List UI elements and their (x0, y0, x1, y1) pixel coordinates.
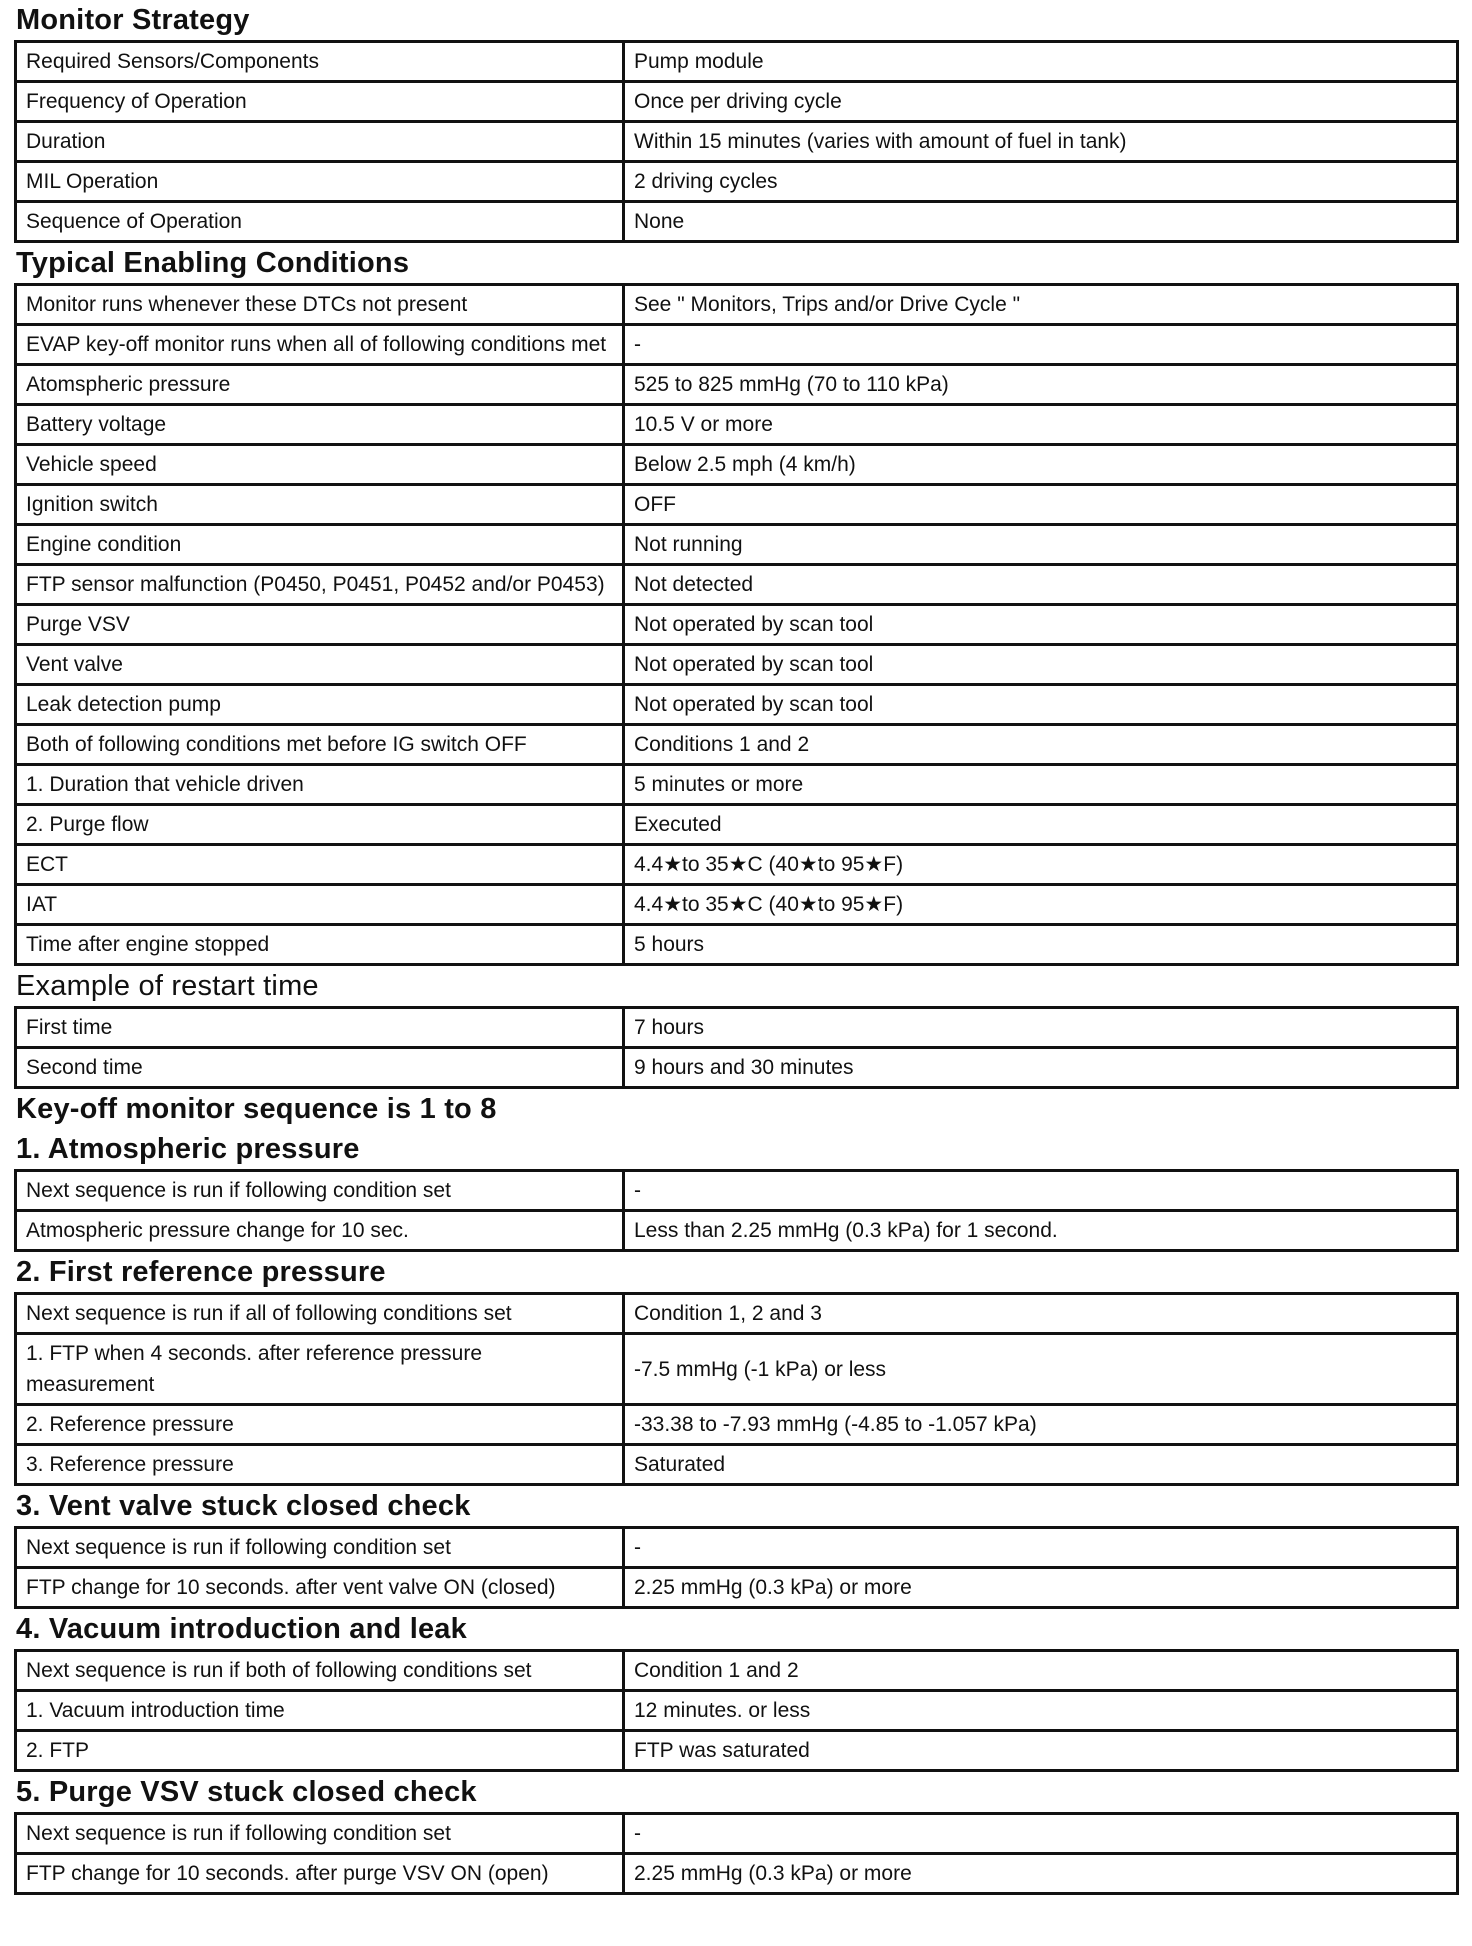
table-row (16, 885, 1458, 925)
condition-cell: First time (16, 1008, 624, 1048)
value-cell: 9 hours and 30 minutes (624, 1048, 1458, 1088)
table-row (16, 122, 1458, 162)
condition-cell: EVAP key-off monitor runs when all of following conditions met (16, 325, 624, 365)
value-cell: Not operated by scan tool (624, 685, 1458, 725)
table-row (16, 1814, 1458, 1854)
condition-cell: MIL Operation (16, 162, 624, 202)
spec-table (14, 40, 1459, 243)
condition-cell: Engine condition (16, 525, 624, 565)
table-row (16, 1691, 1458, 1731)
condition-cell: Vent valve (16, 645, 624, 685)
table-row (16, 925, 1458, 965)
condition-cell: 2. FTP (16, 1731, 624, 1771)
value-cell: - (624, 325, 1458, 365)
condition-cell: Next sequence is run if following condition set (16, 1171, 624, 1211)
value-cell: Condition 1, 2 and 3 (624, 1294, 1458, 1334)
condition-cell: 2. Reference pressure (16, 1405, 624, 1445)
section-heading: 1. Atmospheric pressure (16, 1133, 360, 1165)
value-cell: -33.38 to -7.93 mmHg (-4.85 to -1.057 kPa) (624, 1405, 1458, 1445)
spec-table (14, 1526, 1459, 1609)
table-row (16, 1528, 1458, 1568)
section-heading: Typical Enabling Conditions (16, 247, 410, 279)
value-cell: Within 15 minutes (varies with amount of fuel in tank) (624, 122, 1458, 162)
value-cell: 2.25 mmHg (0.3 kPa) or more (624, 1568, 1458, 1608)
condition-cell: Leak detection pump (16, 685, 624, 725)
value-cell: 525 to 825 mmHg (70 to 110 kPa) (624, 365, 1458, 405)
value-cell: Saturated (624, 1445, 1458, 1485)
condition-cell: 3. Reference pressure (16, 1445, 624, 1485)
section-heading: 2. First reference pressure (16, 1256, 386, 1288)
value-cell: 5 hours (624, 925, 1458, 965)
condition-cell: Vehicle speed (16, 445, 624, 485)
table-row (16, 605, 1458, 645)
value-cell: - (624, 1528, 1458, 1568)
value-cell: Not operated by scan tool (624, 645, 1458, 685)
condition-cell: Next sequence is run if all of following conditions set (16, 1294, 624, 1334)
condition-cell: Second time (16, 1048, 624, 1088)
table-row (16, 565, 1458, 605)
condition-cell: ECT (16, 845, 624, 885)
section-heading: 3. Vent valve stuck closed check (16, 1490, 471, 1522)
value-cell: Executed (624, 805, 1458, 845)
table-row (16, 202, 1458, 242)
table-row (16, 805, 1458, 845)
table-row (16, 685, 1458, 725)
table-row (16, 1854, 1458, 1894)
condition-cell: Next sequence is run if following condition set (16, 1814, 624, 1854)
spec-table (14, 1006, 1459, 1089)
table-row (16, 1445, 1458, 1485)
table-row (16, 42, 1458, 82)
condition-cell: 2. Purge flow (16, 805, 624, 845)
condition-cell: Atomspheric pressure (16, 365, 624, 405)
table-row (16, 1568, 1458, 1608)
value-cell: None (624, 202, 1458, 242)
value-cell: 4.4★to 35★C (40★to 95★F) (624, 885, 1458, 925)
condition-cell: Frequency of Operation (16, 82, 624, 122)
table-row (16, 845, 1458, 885)
condition-cell: Sequence of Operation (16, 202, 624, 242)
condition-cell: Time after engine stopped (16, 925, 624, 965)
table-row (16, 645, 1458, 685)
value-cell: See " Monitors, Trips and/or Drive Cycle " (624, 285, 1458, 325)
spec-table (14, 1649, 1459, 1772)
value-cell: 4.4★to 35★C (40★to 95★F) (624, 845, 1458, 885)
value-cell: OFF (624, 485, 1458, 525)
value-cell: 2.25 mmHg (0.3 kPa) or more (624, 1854, 1458, 1894)
condition-cell: Purge VSV (16, 605, 624, 645)
table-row (16, 285, 1458, 325)
table-row (16, 485, 1458, 525)
value-cell: Not detected (624, 565, 1458, 605)
value-cell: 2 driving cycles (624, 162, 1458, 202)
table-row (16, 162, 1458, 202)
condition-cell: Both of following conditions met before IG switch OFF (16, 725, 624, 765)
condition-cell: Monitor runs whenever these DTCs not present (16, 285, 624, 325)
condition-cell: Atmospheric pressure change for 10 sec. (16, 1211, 624, 1251)
value-cell: 10.5 V or more (624, 405, 1458, 445)
table-row (16, 1731, 1458, 1771)
condition-cell: Next sequence is run if both of following conditions set (16, 1651, 624, 1691)
value-cell: FTP was saturated (624, 1731, 1458, 1771)
table-row (16, 1171, 1458, 1211)
condition-cell: 1. Duration that vehicle driven (16, 765, 624, 805)
condition-cell: FTP change for 10 seconds. after vent valve ON (closed) (16, 1568, 624, 1608)
value-cell: - (624, 1814, 1458, 1854)
value-cell: Once per driving cycle (624, 82, 1458, 122)
section-heading: 5. Purge VSV stuck closed check (16, 1776, 477, 1808)
table-row (16, 1294, 1458, 1334)
table-row (16, 1211, 1458, 1251)
value-cell: -7.5 mmHg (-1 kPa) or less (624, 1334, 1458, 1405)
spec-table (14, 1292, 1459, 1486)
table-row (16, 405, 1458, 445)
table-row (16, 1334, 1458, 1405)
section-heading: 4. Vacuum introduction and leak (16, 1613, 467, 1645)
section-heading: Example of restart time (16, 970, 319, 1002)
value-cell: Less than 2.25 mmHg (0.3 kPa) for 1 second. (624, 1211, 1458, 1251)
value-cell: 7 hours (624, 1008, 1458, 1048)
spec-table (14, 1812, 1459, 1895)
value-cell: Not operated by scan tool (624, 605, 1458, 645)
condition-cell: Ignition switch (16, 485, 624, 525)
value-cell: Conditions 1 and 2 (624, 725, 1458, 765)
value-cell: Pump module (624, 42, 1458, 82)
value-cell: Below 2.5 mph (4 km/h) (624, 445, 1458, 485)
table-row (16, 1651, 1458, 1691)
condition-cell: FTP change for 10 seconds. after purge VSV ON (open) (16, 1854, 624, 1894)
value-cell: 5 minutes or more (624, 765, 1458, 805)
value-cell: Condition 1 and 2 (624, 1651, 1458, 1691)
condition-cell: 1. Vacuum introduction time (16, 1691, 624, 1731)
condition-cell: FTP sensor malfunction (P0450, P0451, P0452 and/or P0453) (16, 565, 624, 605)
table-row (16, 725, 1458, 765)
spec-table (14, 1169, 1459, 1252)
section-heading: Key-off monitor sequence is 1 to 8 (16, 1093, 497, 1125)
value-cell: 12 minutes. or less (624, 1691, 1458, 1731)
table-row (16, 365, 1458, 405)
value-cell: Not running (624, 525, 1458, 565)
condition-cell: 1. FTP when 4 seconds. after reference pressure measurement (16, 1334, 624, 1405)
table-row (16, 1405, 1458, 1445)
condition-cell: Duration (16, 122, 624, 162)
table-row (16, 765, 1458, 805)
table-row (16, 82, 1458, 122)
section-heading: Monitor Strategy (16, 4, 250, 36)
spec-table (14, 283, 1459, 966)
table-row (16, 1048, 1458, 1088)
table-row (16, 445, 1458, 485)
value-cell: - (624, 1171, 1458, 1211)
condition-cell: Next sequence is run if following condition set (16, 1528, 624, 1568)
table-row (16, 1008, 1458, 1048)
table-row (16, 325, 1458, 365)
condition-cell: Battery voltage (16, 405, 624, 445)
condition-cell: IAT (16, 885, 624, 925)
table-row (16, 525, 1458, 565)
condition-cell: Required Sensors/Components (16, 42, 624, 82)
